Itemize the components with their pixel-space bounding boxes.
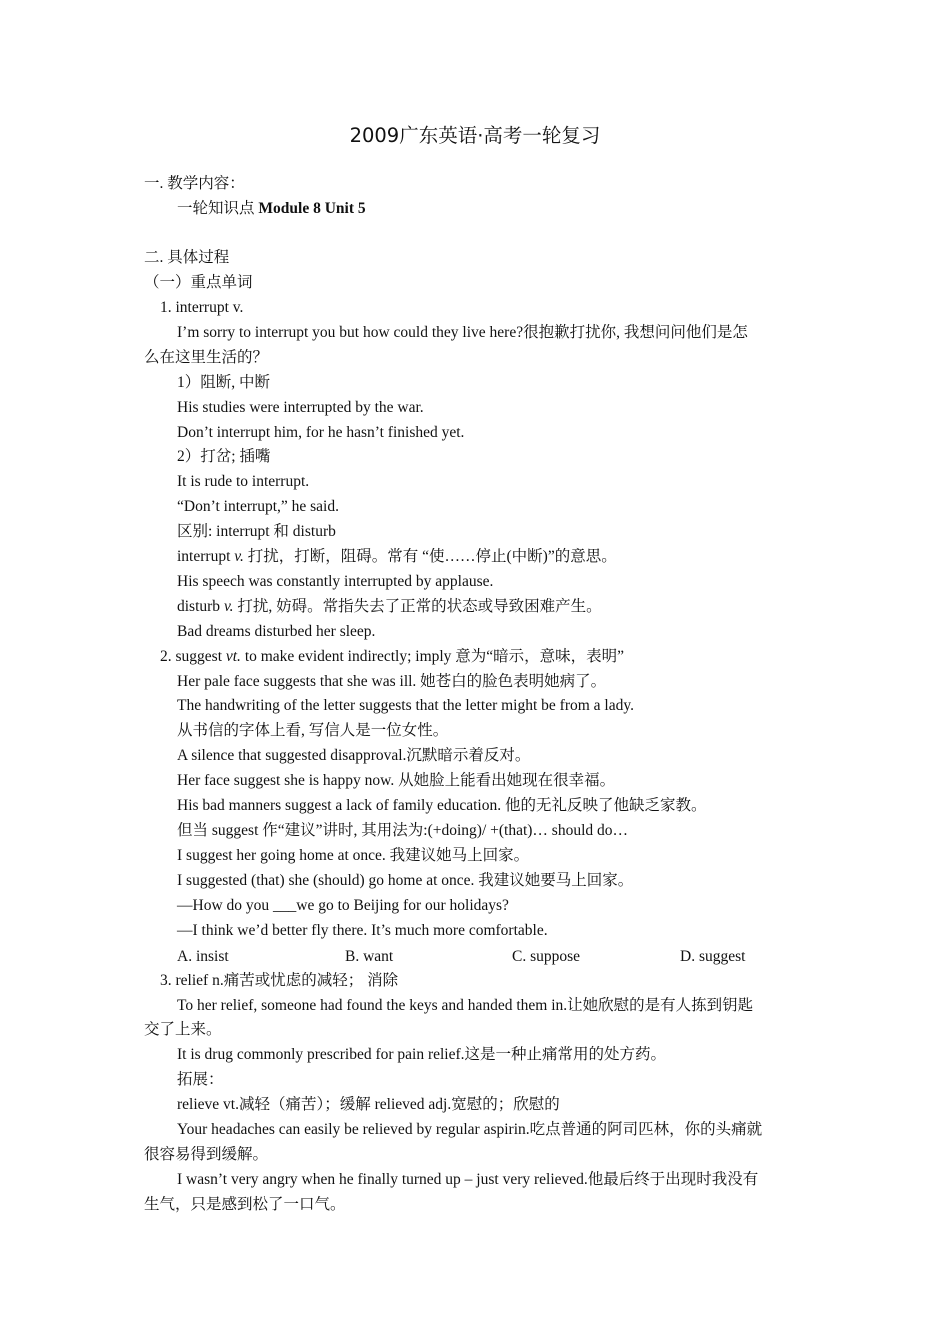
example-line: 很容易得到缓解。 [144, 1146, 269, 1163]
example-line: It is drug commonly prescribed for pain relief.这是一种止痛常用的处方药。 [177, 1046, 667, 1063]
example-line: To her relief, someone had found the keys and handed them in.让她欣慰的是有人拣到钥匙 [177, 997, 754, 1014]
example-line: His studies were interrupted by the war. [177, 399, 424, 416]
example-line: A silence that suggested disapproval.沉默暗示着反对。 [177, 747, 531, 764]
meaning-line: 1）阻断, 中断 [177, 374, 271, 391]
subsection-heading: （一）重点单词 [144, 274, 253, 291]
part-of-speech: vt. [225, 648, 241, 665]
section-2-heading: 二. 具体过程 [144, 249, 230, 266]
content-prefix: 一轮知识点 [177, 200, 259, 217]
word-term: interrupt [177, 548, 235, 565]
extension-words: relieve vt.减轻（痛苦）；缓解 relieved adj.宽慰的；欣慰的 [177, 1096, 560, 1113]
example-line: Don’t interrupt him, for he hasn’t finished yet. [177, 424, 465, 441]
example-line: 交了上来。 [144, 1021, 222, 1038]
example-line: I suggest her going home at once. 我建议她马上回家。 [177, 847, 530, 864]
example-line: The handwriting of the letter suggests that the letter might be from a lady. [177, 697, 634, 714]
page-title: 2009广东英语·高考一轮复习 [349, 124, 601, 147]
exercise-question: —I think we’d better fly there. It’s much more comfortable. [177, 922, 548, 939]
option-a: A. insist [177, 948, 229, 965]
example-line: Your headaches can easily be relieved by regular aspirin.吃点普通的阿司匹林，你的头痛就 [177, 1121, 763, 1138]
example-line: 生气，只是感到松了一口气。 [144, 1196, 346, 1213]
extension-heading: 拓展： [177, 1071, 224, 1088]
meaning-line: 2）打岔; 插嘴 [177, 448, 271, 465]
definition-line [177, 546, 617, 568]
exercise-question: —How do you ___we go to Beijing for our holidays? [177, 897, 509, 914]
word-term: 2. suggest [160, 648, 226, 665]
example-line: I’m sorry to interrupt you but how could they live here?很抱歉打扰你, 我想问问他们是怎 [177, 324, 748, 341]
part-of-speech: v. [223, 598, 234, 615]
example-line: Her pale face suggests that she was ill. 她苍白的脸色表明她病了。 [177, 673, 607, 690]
module-name: Module 8 Unit 5 [258, 200, 366, 217]
example-line: His speech was constantly interrupted by applause. [177, 573, 494, 590]
example-line: It is rude to interrupt. [177, 473, 310, 490]
example-line: 么在这里生活的？ [144, 349, 269, 366]
option-d: D. suggest [680, 948, 746, 965]
comparison-heading: 区别: interrupt 和 disturb [177, 523, 336, 540]
example-line: “Don’t interrupt,” he said. [177, 498, 339, 515]
definition-text: 打扰，打断，阻碍。常有 “使……停止(中断)”的意思。 [243, 548, 617, 565]
example-line: I suggested (that) she (should) go home at once. 我建议她要马上回家。 [177, 872, 634, 889]
example-line: I wasn’t very angry when he finally turned up – just very relieved.他最后终于出现时我没有 [177, 1171, 759, 1188]
example-line: His bad manners suggest a lack of family education. 他的无礼反映了他缺乏家教。 [177, 797, 707, 814]
word-2-heading [160, 646, 624, 668]
word-3-heading: 3. relief n.痛苦或忧虑的减轻； 消除 [160, 972, 399, 989]
option-b: B. want [345, 948, 394, 965]
word-1-heading: 1. interrupt v. [160, 299, 244, 316]
example-line: Her face suggest she is happy now. 从她脸上能看出她现在很幸福。 [177, 772, 616, 789]
definition-text: 打扰, 妨碍。常指失去了正常的状态或导致困难产生。 [233, 598, 602, 615]
definition-text: to make evident indirectly; imply 意为“暗示，意味，表明” [240, 648, 625, 665]
option-c: C. suppose [512, 948, 581, 965]
example-line: Bad dreams disturbed her sleep. [177, 623, 376, 640]
part-of-speech: v. [234, 548, 244, 565]
section-1-content [177, 198, 366, 220]
example-line: 从书信的字体上看, 写信人是一位女性。 [177, 722, 449, 739]
usage-note: 但当 suggest 作“建议”讲时, 其用法为:(+doing)/ +(that)… should do… [177, 822, 629, 839]
definition-line [177, 596, 602, 618]
word-term: disturb [177, 598, 224, 615]
section-1-heading: 一. 教学内容： [144, 175, 245, 192]
